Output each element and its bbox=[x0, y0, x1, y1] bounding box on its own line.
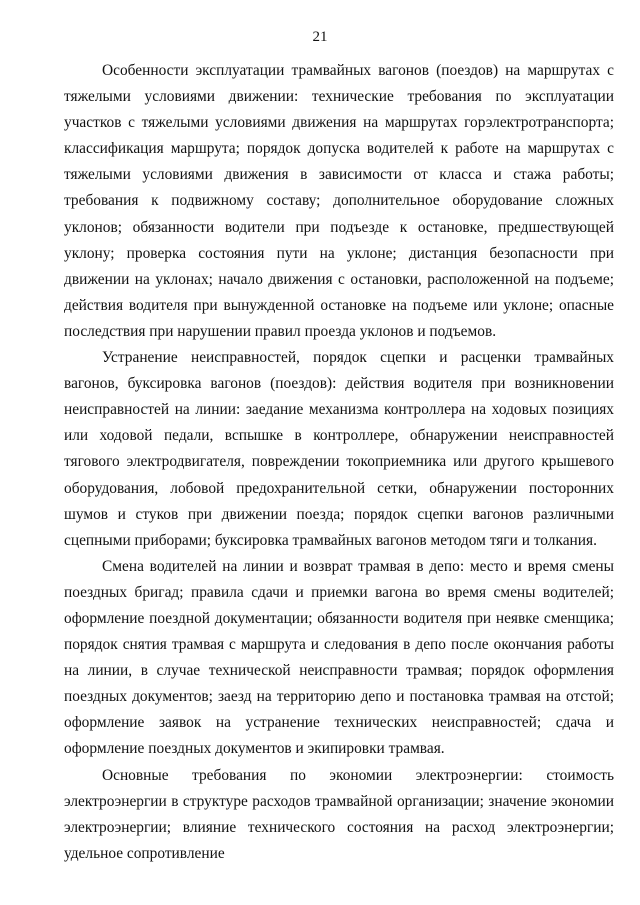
paragraph-faults-coupling-towing: Устранение неисправностей, порядок сцепки и расценки трамвайных вагонов, буксировка вагонов (поездов): действия водителя при возникновении неисправностей на линии: заедание механизма контроллера на ходовых позициях или ходовой педали, вспышке в контроллере, обнаружении неисправностей тягового электродвигателя, повреждении токоприемника или другого крышевого оборудования, лобовой предохранительной сетки, обнаружении посторонних шумов и стуков при движении поезда; порядок сцепки вагонов различными сцепными приборами; буксировка трамвайных вагонов методом тяги и толкания. bbox=[64, 349, 614, 549]
document-body bbox=[64, 58, 614, 867]
paragraph-driver-change-depot-return: Смена водителей на линии и возврат трамвая в депо: место и время смены поездных бригад; правила сдачи и приемки вагона во время смены водителей; оформление поездной документации; обязанности водителя при неявке сменщика; порядок снятия трамвая с маршрута и следования в депо после окончания работы на линии, в случае технической неисправности трамвая; порядок оформления поездных документов; заезд на территорию депо и постановка трамвая на отстой; оформление заявок на устранение технических неисправностей; сдача и оформление поездных документов и экипировки трамвая. bbox=[64, 557, 614, 758]
page-number: 21 bbox=[312, 29, 328, 45]
paragraph-operation-heavy-routes: Особенности эксплуатации трамвайных вагонов (поездов) на маршрутах с тяжелыми условиями движении: технические требования по эксплуатации участков с тяжелыми условиями движения на маршрутах горэлектротранспорта; классификация маршрута; порядок допуска водителей к работе на маршрутах с тяжелыми условиями движения в зависимости от класса и стажа работы; требования к подвижному составу; дополнительное оборудование сложных уклонов; обязанности водители при подъезде к остановке, предшествующей уклону; проверка состояния пути на уклоне; дистанция безопасности при движении на уклонах; начало движения с остановки, расположенной на подъеме; действия водителя при вынужденной остановке на подъеме или уклоне; опасные последствия при нарушении правил проезда уклонов и подъемов. bbox=[64, 62, 614, 340]
paragraph-energy-saving: Основные требования по экономии электроэнергии: стоимость электроэнергии в структуре расходов трамвайной организации; значение экономии электроэнергии; влияние технического состояния на расход электроэнергии; удельное сопротивление bbox=[64, 766, 614, 862]
